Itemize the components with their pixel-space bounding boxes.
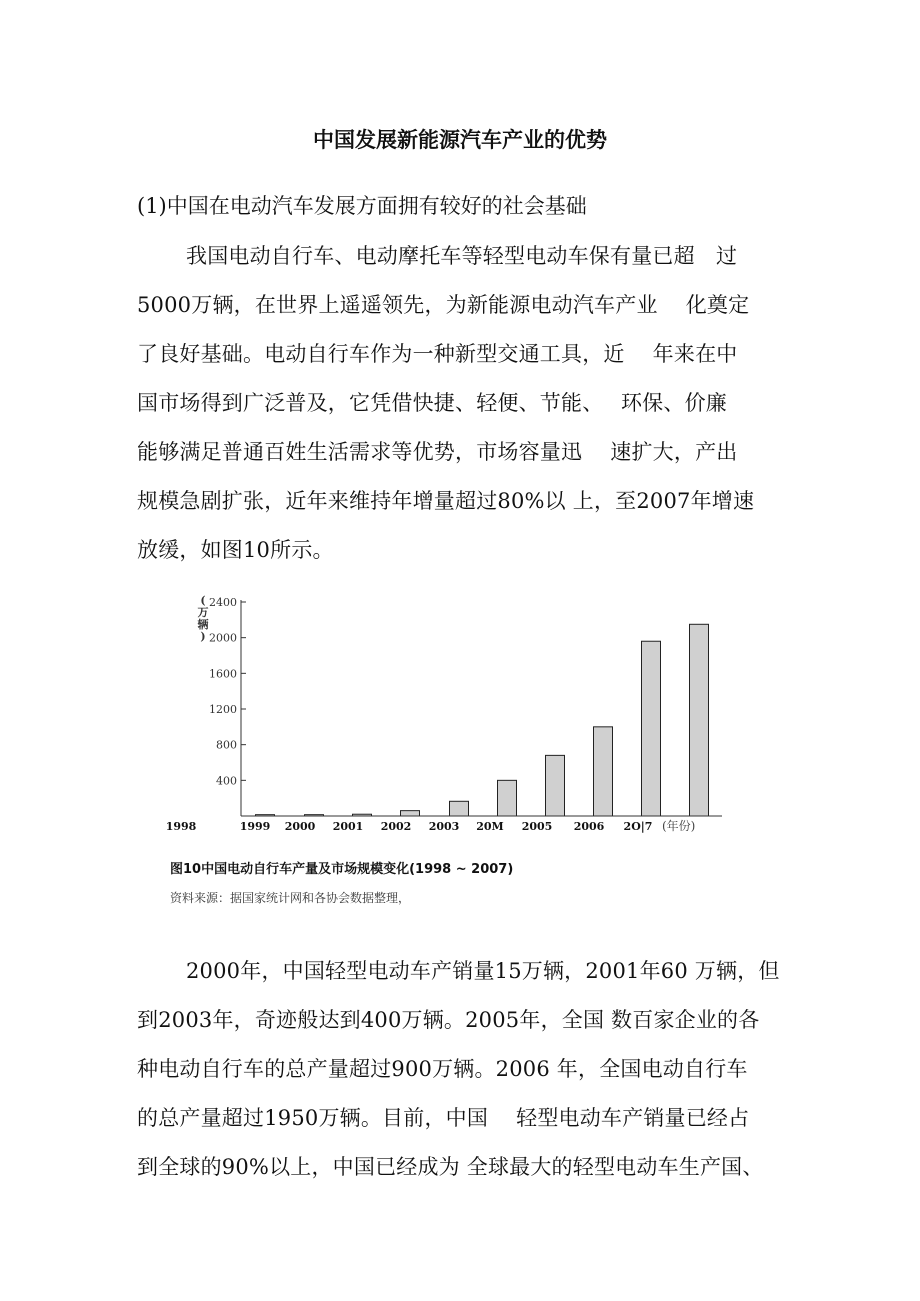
page-title: 中国发展新能源汽车产业的优势 (313, 127, 607, 152)
x-tick-label: 20M (476, 820, 504, 833)
y-tick-label: 1600 (209, 667, 237, 681)
x-tick-label: 2006 (573, 820, 605, 833)
bar (546, 755, 565, 816)
paragraph-line: 5000万辆，在世界上遥遥领先，为新能源电动汽车产业 化奠定 (137, 293, 750, 317)
paragraph-line: 的总产量超过1950万辆。目前，中国 轻型电动车产销量已经占 (137, 1106, 750, 1130)
x-tick-label: 2O|7 (623, 820, 653, 833)
paragraph-line: 我国电动自行车、电动摩托车等轻型电动车保有量已超 过 (186, 244, 738, 268)
paragraph-line: 到全球的90%以上，中国已经成为 全球最大的轻型电动车生产国、 (137, 1155, 764, 1179)
paragraph-line: 放缓，如图10所示。 (137, 538, 334, 562)
figure-caption: 图10中国电动自行车产量及市场规模变化(1998 ~ 2007) (170, 862, 514, 877)
y-tick-label: 1200 (209, 703, 237, 716)
bar (498, 780, 517, 816)
figure-source: 资料来源：据国家统计网和各协会数据整理， (170, 891, 411, 905)
y-axis-label-char: ) (200, 630, 206, 643)
paragraph-line: 国市场得到广泛普及，它凭借快捷、轻便、节能、 环保、价廉 (137, 391, 727, 415)
paragraph-line: 到2003年，奇迹般达到400万辆。2005年，全国 数百家企业的各 (137, 1008, 760, 1032)
y-tick-label: 400 (216, 774, 237, 788)
paragraph-line: 种电动自行车的总产量超过900万辆。2006 年，全国电动自行车 (137, 1057, 748, 1081)
x-tick-label: 2003 (428, 820, 460, 833)
paragraph-line: 2000年，中国轻型电动车产销量15万辆，2001年60 万辆，但 (186, 959, 780, 983)
x-tick-label: 2000 (284, 820, 316, 833)
paragraph-line: 了良好基础。电动自行车作为一种新型交通工具，近 年来在中 (137, 342, 738, 366)
bar (642, 641, 661, 816)
y-tick-label: 2000 (209, 631, 237, 645)
x-tick-label: 2005 (521, 820, 553, 833)
y-tick-label: 2400 (209, 596, 237, 609)
x-tick-label: 1998 (165, 820, 197, 833)
x-axis-label: (年份) (662, 819, 696, 833)
bar (690, 624, 709, 816)
x-tick-label: 1999 (239, 820, 271, 833)
y-axis-label-char: 万 (197, 606, 209, 619)
y-axis-label-char: 辆 (197, 618, 209, 631)
bar (450, 801, 469, 816)
bar (594, 727, 613, 816)
y-tick-label: 800 (216, 738, 237, 752)
paragraph-line: 规模急剧扩张，近年来维持年增量超过80%以 上，至2007年增速 (137, 489, 755, 513)
x-tick-label: 2002 (380, 820, 412, 833)
bar-chart (0, 590, 920, 840)
paragraph-line: 能够满足普通百姓生活需求等优势，市场容量迅 速扩大，产出 (137, 440, 738, 464)
bar (401, 811, 420, 816)
y-axis-label-char: ( (200, 594, 206, 607)
y-axis-label (197, 594, 209, 643)
x-tick-label: 2001 (332, 820, 364, 833)
section-heading: (1)中国在电动汽车发展方面拥有较好的社会基础 (137, 194, 587, 218)
